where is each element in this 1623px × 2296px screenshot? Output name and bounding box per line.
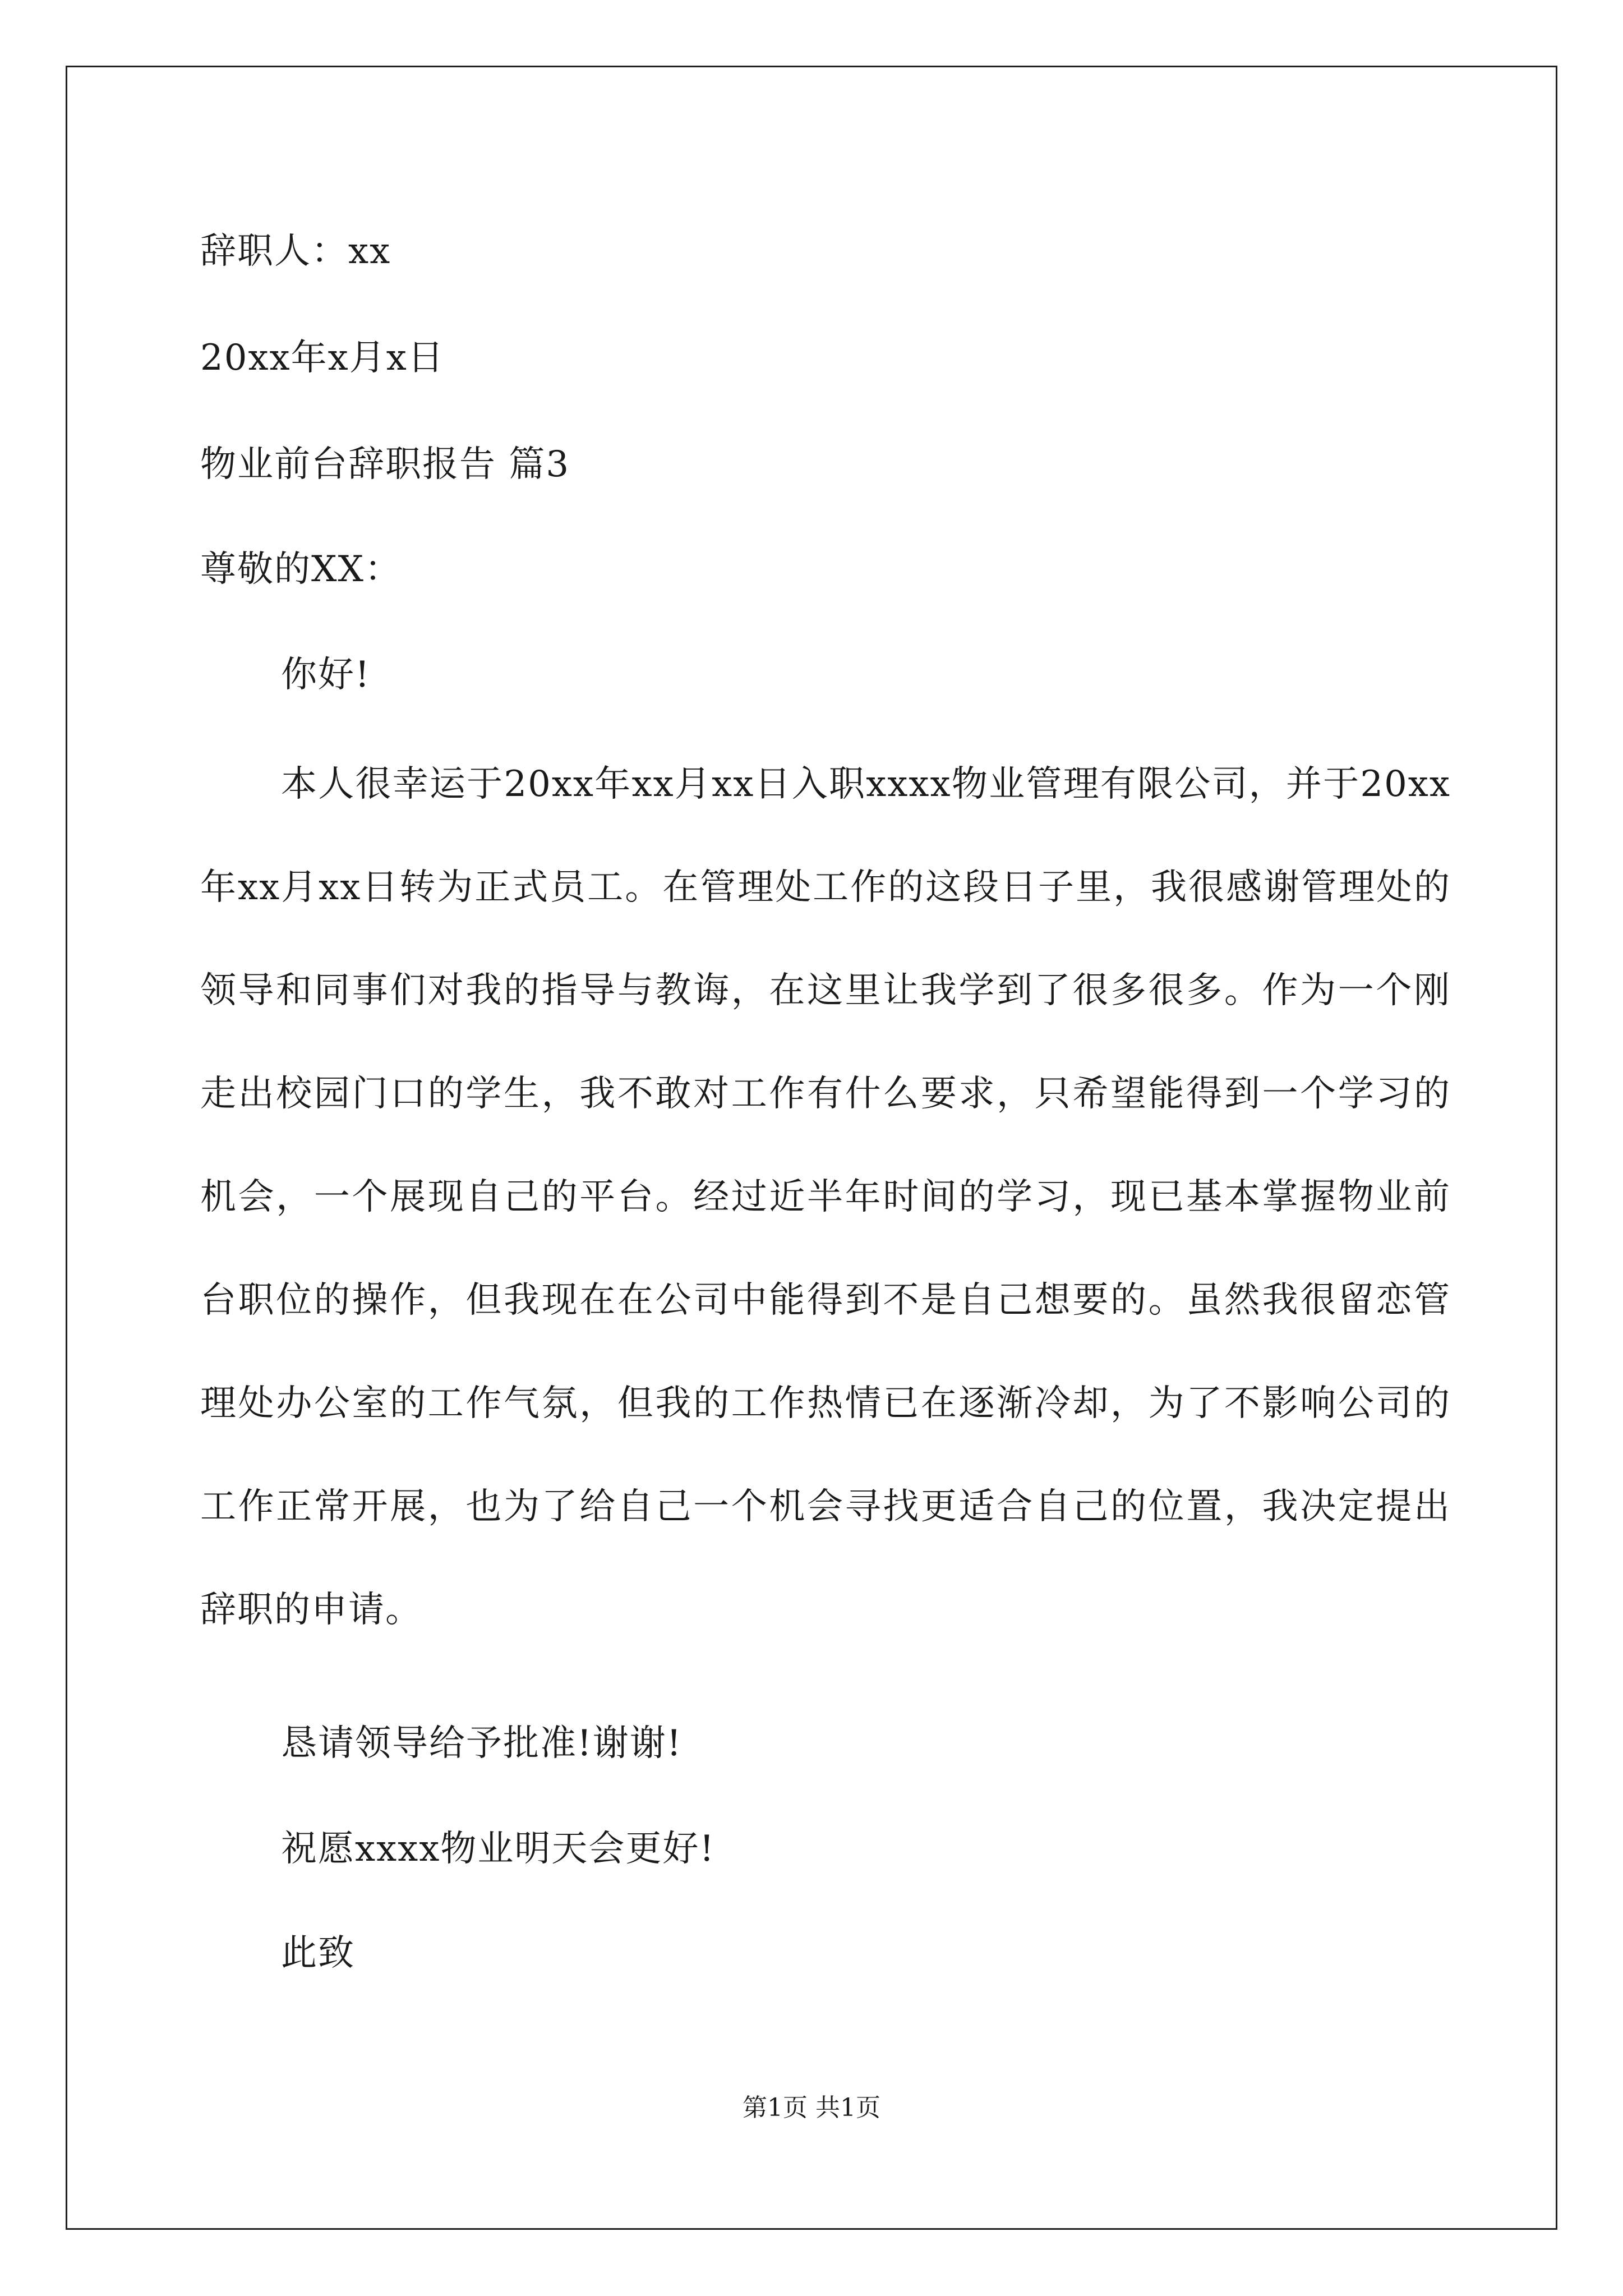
salutation: 尊敬的XX：: [200, 549, 402, 590]
signer-line: 辞职人：xx: [200, 231, 391, 272]
greeting: 你好!: [281, 654, 371, 696]
date-line: 20xx年x月x日: [200, 337, 445, 379]
wish-line: 祝愿xxxx物业明天会更好!: [281, 1828, 716, 1870]
body-paragraph: [200, 733, 1451, 1662]
page-indicator: 第1页 共1页: [743, 2093, 880, 2122]
closing-line: 此致: [281, 1932, 355, 1974]
body-paragraph-text: 本人很幸运于20xx年xx月xx日入职xxxx物业管理有限公司，并于20xx年xx月xx日转为正式员工。在管理处工作的这段日子里，我很感谢管理处的领导和同事们对我的指导与教诲，在这里让我学到了很多很多。作为一个刚走出校园门口的学生，我不敢对工作有什么要求，只希望能得到一个学习的机会，一个展现自己的平台。经过近半年时间的学习，现已基本掌握物业前台职位的操作，但我现在在公司中能得到不是自己想要的。虽然我很留恋管理处办公室的工作气氛，但我的工作热情已在逐渐冷却，为了不影响公司的工作正常开展，也为了给自己一个机会寻找更适合自己的位置，我决定提出辞职的申请。: [200, 763, 1451, 1631]
request-line: 恳请领导给予批准!谢谢!: [281, 1723, 683, 1764]
section-title: 物业前台辞职报告 篇3: [200, 444, 570, 485]
